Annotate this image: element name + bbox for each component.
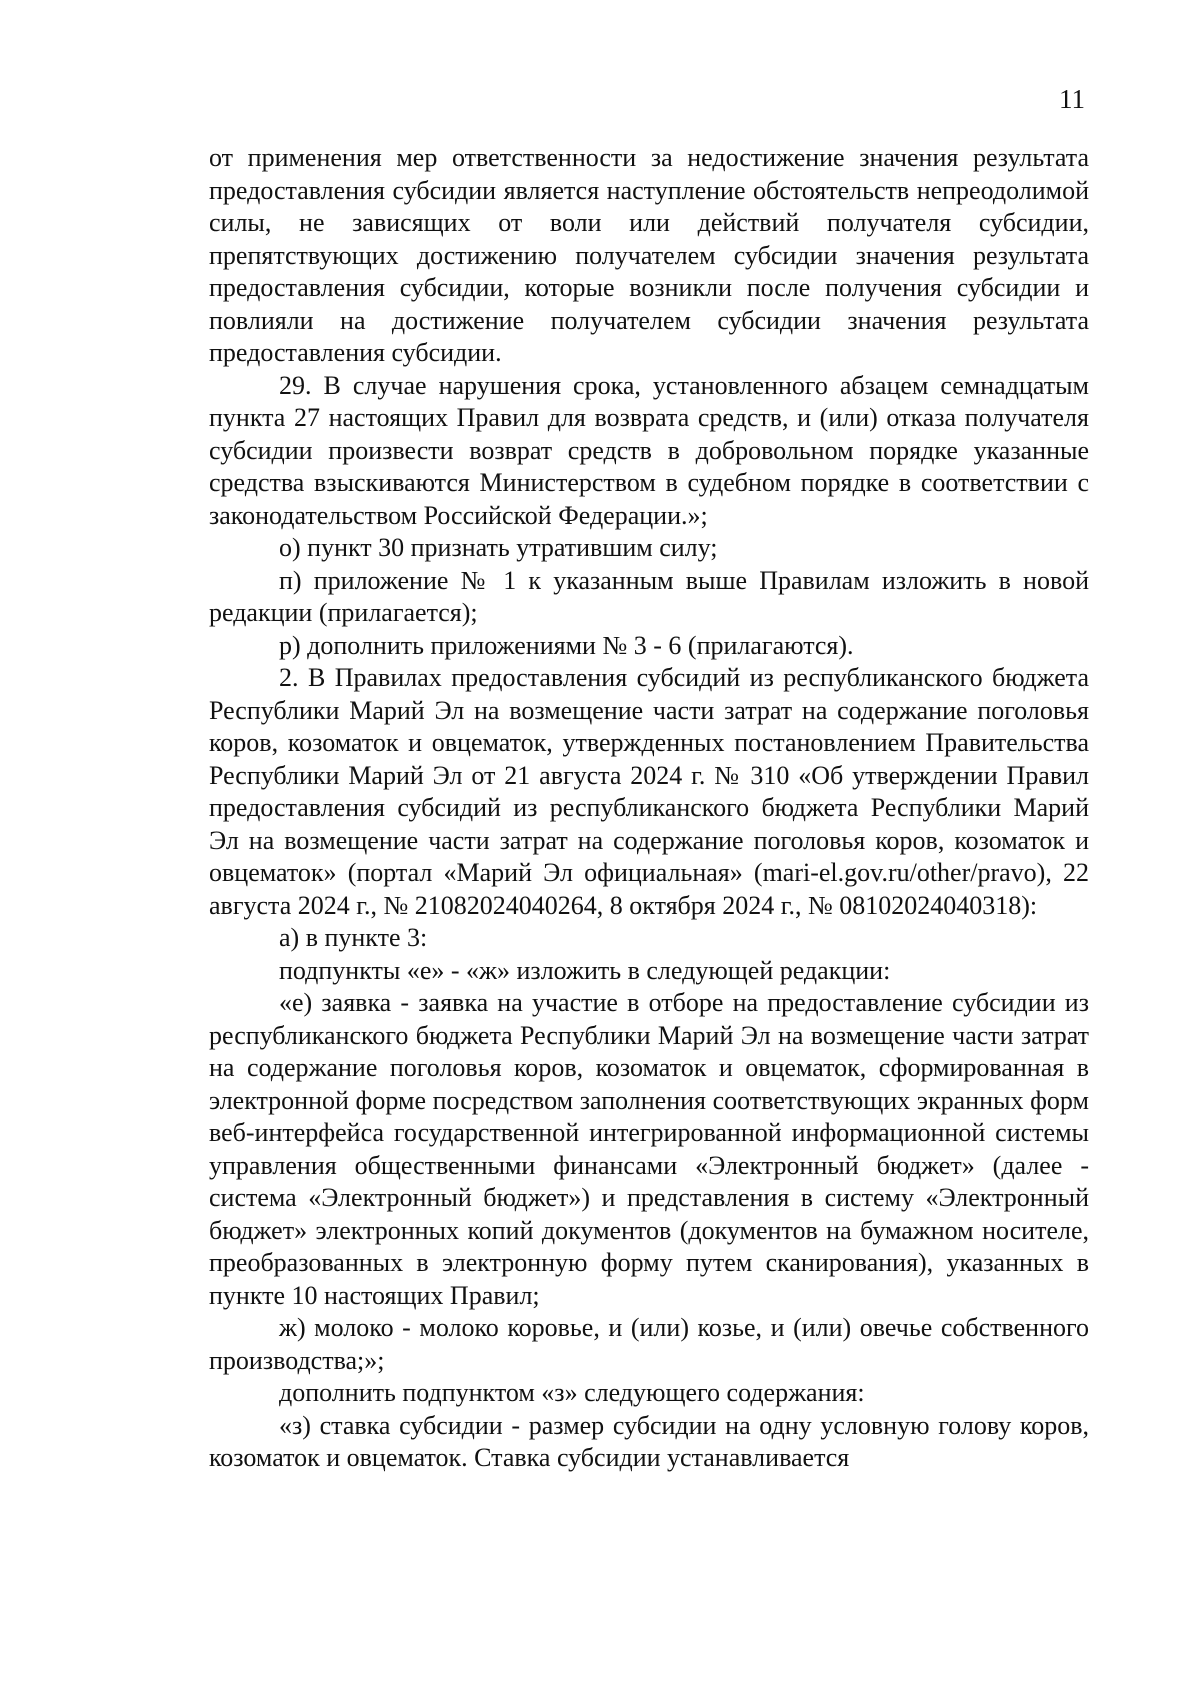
paragraph-subitem-o: о) пункт 30 признать утратившим силу; — [279, 533, 718, 562]
paragraph-continuation: от применения мер ответственности за недостижение значения результата предоставления субсидии является наступление обстоятельств непреодолимой силы, не зависящих от воли или действий получателя субсидии, препятствующих достижению получателем субсидии значения результата предоставления субсидии, которые возникли после получения субсидии и повлияли на достижение получателем субсидии значения результата предоставления субсидии. — [209, 143, 1089, 367]
paragraph-definition-e: «е) заявка - заявка на участие в отборе на предоставление субсидии из республиканского бюджета Республики Марий Эл на возмещение части затрат на содержание поголовья коров, козоматок и овцематок, сформированная в электронной форме посредством заполнения соответствующих экранных форм веб-интерфейса государственной интегрированной информационной системы управления общественными финансами «Электронный бюджет» (далее - система «Электронный бюджет») и представления в систему «Электронный бюджет» электронных копий документов (документов на бумажном носителе, преобразованных в электронную форму путем сканирования), указанных в пункте 10 настоящих Правил; — [209, 988, 1089, 1310]
paragraph-item-29: 29. В случае нарушения срока, установленного абзацем семнадцатым пункта 27 настоящих Правил для возврата средств, и (или) отказа получателя субсидии произвести возврат средств в добровольном порядке указанные средства взыскиваются Министерством в судебном порядке в соответствии с законодательством Российской Федерации.»; — [209, 370, 1089, 530]
paragraph-subitem-p: п) приложение № 1 к указанным выше Правилам изложить в новой редакции (прилагается); — [209, 565, 1089, 627]
paragraph-definition-z: «з) ставка субсидии - размер субсидии на одну условную голову коров, козоматок и овцематок. Ставка субсидии устанавливается — [209, 1410, 1089, 1472]
paragraph-subitem-r: р) дополнить приложениями № 3 - 6 (прилагаются). — [279, 630, 854, 660]
page-number: 11 — [1059, 84, 1085, 114]
paragraph-subitem-a: а) в пункте 3: — [279, 923, 428, 952]
paragraph-add-subpoint-z: дополнить подпунктом «з» следующего содержания: — [279, 1378, 865, 1407]
paragraph-definition-zh: ж) молоко - молоко коровье, и (или) козье, и (или) овечье собственного производства;»; — [209, 1313, 1089, 1375]
paragraph-section-2: 2. В Правилах предоставления субсидий из республиканского бюджета Республики Марий Эл на возмещение части затрат на содержание поголовья коров, козоматок и овцематок, утвержденных постановлением Правительства Республики Марий Эл от 21 августа 2024 г. № 310 «Об утверждении Правил предоставления субсидий из республиканского бюджета Республики Марий Эл на возмещение части затрат на содержание поголовья коров, козоматок и овцематок» (портал «Марий Эл официальная» (mari-el.gov.ru/other/pravo), 22 августа 2024 г., № 21082024040264, 8 октября 2024 г., № 08102024040318): — [209, 663, 1089, 920]
paragraph-subpoints-e-zh: подпункты «е» - «ж» изложить в следующей редакции: — [279, 955, 891, 985]
document-body — [209, 142, 1089, 1475]
